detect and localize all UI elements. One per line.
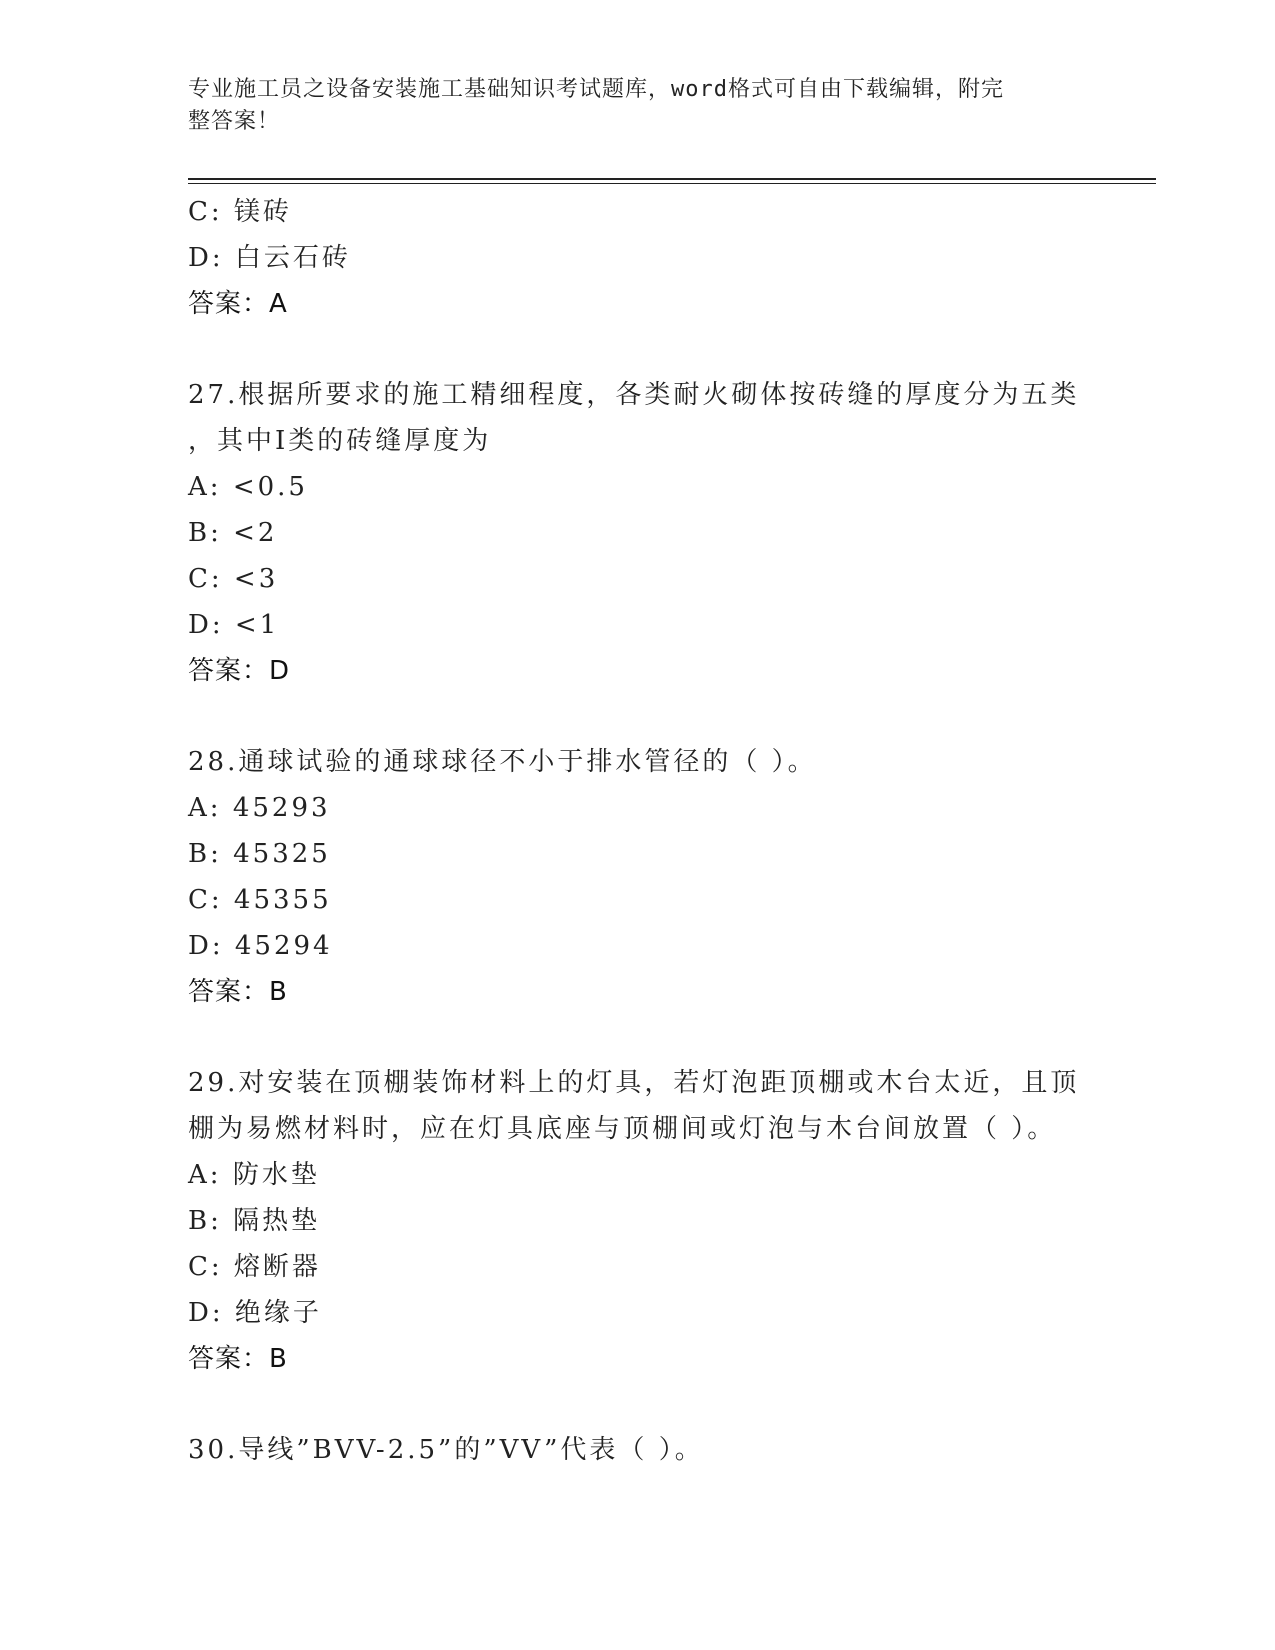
- header-divider-thin: [188, 183, 1156, 184]
- option-label: C:: [188, 885, 223, 915]
- option-label: A:: [188, 472, 222, 502]
- option-c: [188, 189, 1088, 235]
- option-b: [188, 1198, 1088, 1244]
- question-text-line: 27.根据所要求的施工精细程度，各类耐火砌体按砖缝的厚度分为五类: [188, 380, 1080, 410]
- option-text: 45293: [232, 793, 331, 823]
- option-text: 45325: [233, 839, 331, 869]
- option-label: C:: [188, 564, 223, 594]
- question-27: [188, 372, 1088, 694]
- question-30: [188, 1427, 1088, 1473]
- header-line-2: 整答案！: [188, 109, 281, 134]
- option-text: <0.5: [232, 472, 308, 502]
- answer-line: 答案：B: [188, 977, 288, 1007]
- question-text-line: ，其中Ⅰ类的砖缝厚度为: [188, 426, 492, 456]
- option-label: B:: [188, 518, 222, 548]
- option-text: 白云石砖: [234, 243, 351, 273]
- question-text-line: 棚为易燃材料时，应在灯具底座与顶棚间或灯泡与木台间放置（ ）。: [188, 1114, 1057, 1144]
- option-label: C:: [188, 197, 223, 227]
- option-text: 熔断器: [233, 1252, 321, 1282]
- option-d: [188, 235, 1088, 281]
- prev-question: [188, 189, 1088, 327]
- option-label: B:: [188, 839, 222, 869]
- option-label: D:: [188, 243, 224, 273]
- option-label: D:: [188, 610, 224, 640]
- document-header: [188, 74, 1068, 138]
- option-text: 镁砖: [233, 197, 292, 227]
- option-text: 绝缘子: [234, 1298, 322, 1328]
- option-label: C:: [188, 1252, 223, 1282]
- question-text-line: 30.导线”BVV-2.5”的”VV”代表（ ）。: [188, 1435, 704, 1465]
- answer-line: 答案：D: [188, 656, 291, 686]
- question-29: [188, 1060, 1088, 1382]
- option-a: [188, 1152, 1088, 1198]
- option-text: 防水垫: [232, 1160, 320, 1190]
- option-label: D:: [188, 931, 224, 961]
- option-b: [188, 510, 1088, 556]
- question-content: [188, 189, 1088, 1473]
- answer-line: 答案：A: [188, 289, 288, 319]
- option-c: [188, 1244, 1088, 1290]
- option-d: [188, 602, 1088, 648]
- option-text: 45355: [233, 885, 332, 915]
- answer-line: 答案：B: [188, 1344, 288, 1374]
- question-text-line: 28.通球试验的通球球径不小于排水管径的（ ）。: [188, 747, 817, 777]
- option-a: [188, 464, 1088, 510]
- option-label: A:: [188, 793, 222, 823]
- option-label: A:: [188, 1160, 222, 1190]
- header-divider-thick: [188, 178, 1156, 180]
- option-b: [188, 831, 1088, 877]
- option-c: [188, 877, 1088, 923]
- option-text: 隔热垫: [233, 1206, 321, 1236]
- question-text-line: 29.对安装在顶棚装饰材料上的灯具，若灯泡距顶棚或木台太近，且顶: [188, 1068, 1080, 1098]
- option-text: <1: [234, 610, 280, 640]
- option-label: D:: [188, 1298, 224, 1328]
- option-d: [188, 923, 1088, 969]
- option-text: <3: [233, 564, 279, 594]
- question-28: [188, 739, 1088, 1015]
- option-d: [188, 1290, 1088, 1336]
- option-a: [188, 785, 1088, 831]
- option-label: B:: [188, 1206, 222, 1236]
- option-text: <2: [233, 518, 278, 548]
- header-line-1: 专业施工员之设备安装施工基础知识考试题库，word格式可自由下载编辑，附完: [188, 77, 1004, 102]
- option-c: [188, 556, 1088, 602]
- option-text: 45294: [234, 931, 333, 961]
